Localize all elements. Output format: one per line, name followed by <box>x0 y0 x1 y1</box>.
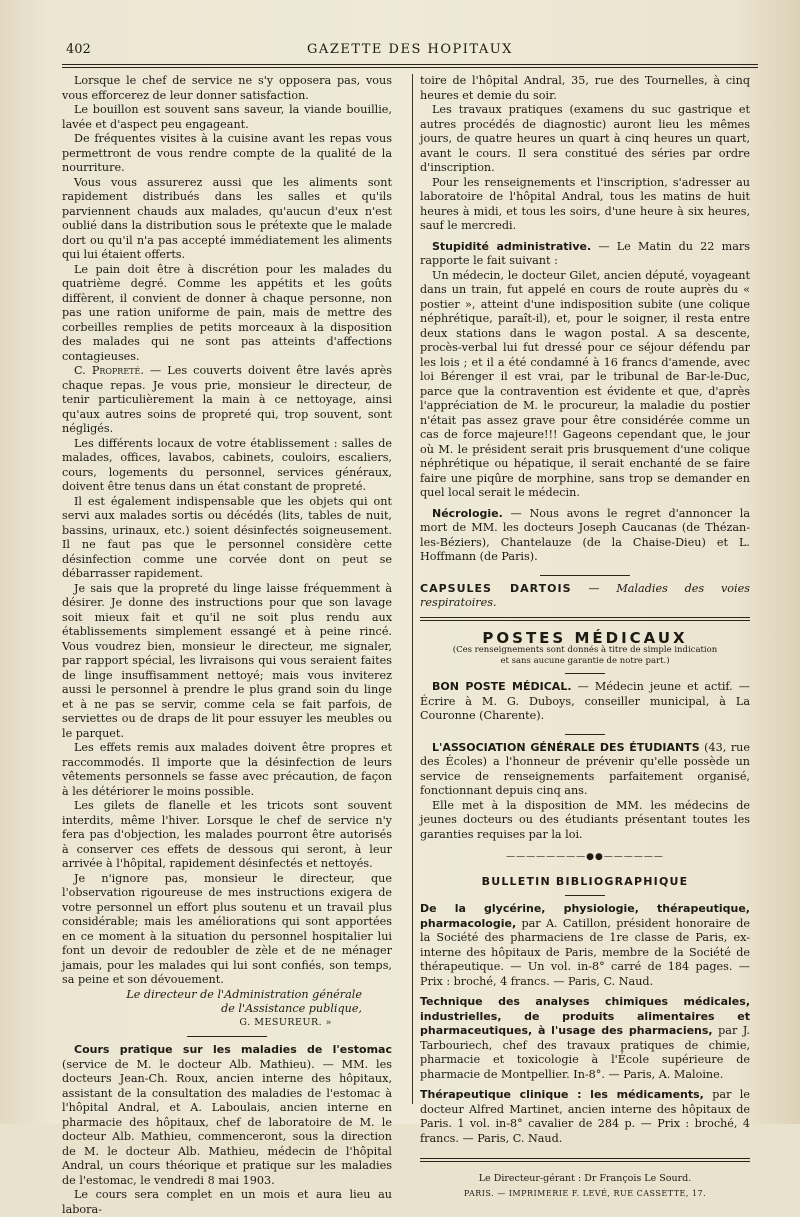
separator-rule <box>540 575 630 576</box>
paragraph: Le cours sera complet en un mois et aura lieu au labora- <box>62 1188 392 1216</box>
signature-name: G. MESUREUR. » <box>239 1016 332 1028</box>
news-heading: Cours pratique sur les maladies de l'estomac <box>74 1043 392 1056</box>
book-title: Technique des analyses chimiques médicales, industrielles, de produits alimentaires et pharmaceutiques, à l'usage des pharmaciens, <box>420 995 750 1037</box>
advert <box>420 582 750 611</box>
ornament-rule: ————————●●—————— <box>506 852 664 862</box>
news-body: — Le Matin du 22 mars rapporte le fait suivant : <box>420 239 750 267</box>
imprint-line: PARIS. — IMPRIMERIE F. LEVÉ, RUE CASSETTE, 17. <box>463 1188 707 1198</box>
paragraph: Les différents locaux de votre établissement : salles de malades, offices, lavabos, cabinets, couloirs, escaliers, cours, logements du personnel, services généraux, doivent être tenus dans un état constant de propreté. <box>62 436 392 493</box>
section-banner: POSTES MÉDICAUX <box>482 628 688 647</box>
right-column <box>420 74 750 1198</box>
paragraph: De fréquentes visites à la cuisine avant les repas vous permettront de vous rendre compte de la qualité de la nourriture. <box>62 132 392 174</box>
signature-block <box>62 988 392 1016</box>
section-note: (Ces renseignements sont donnés à titre de simple indication <box>452 645 718 655</box>
paragraph: Elle met à la disposition de MM. les médecins de jeunes docteurs ou des étudiants présentant toutes les garanties requises par la loi. <box>420 798 750 841</box>
left-column <box>62 74 392 1216</box>
bibliography-entry <box>420 995 750 1082</box>
header-rule-bottom <box>62 67 758 68</box>
signature-title-line: Le directeur de l'Administration générale <box>126 987 362 1001</box>
listing <box>420 680 750 724</box>
book-details: par J. Tarbouriech, chef des travaux pratiques de chimie, pharmacie et toxicologie à l'École supérieure de pharmacie de Montpellier. In-8°. — Paris, A. Maloine. <box>420 1024 750 1081</box>
book-details: par A. Catillon, président honoraire de la Société des pharmaciens de 1re classe de Paris, ex-interne des hôpitaux de Paris, membre de la Société de thérapeutique. — Un vol. in-8° carré de 184 pages. — Prix : broché, 4 francs. — Paris, C. Naud. <box>420 916 750 988</box>
paragraph: Je sais que la propreté du linge laisse fréquemment à désirer. Je donne des instructions pour que son lavage soit mieux fait et qu'il ne soit plus rendu aux établissements simplement essangé et à peine rincé. Vous voudrez bien, monsieur le directeur, me signaler, par rapport spécial, les livraisons qui vous seraient faites de linge insuffisamment nettoyé; mais vous inviterez aussi le personnel à prendre le plus grand soin du linge et à ne pas se servir, comme cela se fait parfois, de serviettes ou de draps de lit pour essuyer les meubles ou le parquet. <box>62 581 392 740</box>
bibliography-entry <box>420 902 750 989</box>
advert-body: — Maladies des voies respiratoires. <box>420 581 750 609</box>
signature-title-line: de l'Assistance publique, <box>221 1001 362 1015</box>
paragraph: Un médecin, le docteur Gilet, ancien député, voyageant dans un train, fut appelé en cours de route auprès du « postier », atteint d'une indisposition subite (une colique néphrétique, paraît-il), et, pour le soigner, il resta entre deux stations dans le wagon postal. A sa descente, procès-verbal lui fut dressé pour ce séjour défendu par les lois ; et il a été condamné à 16 francs d'amende, avec loi Bérenger il est vrai, par le tribunal de Bar-le-Duc, parce que la contravention est évidente et que, d'après l'appréciation de M. le procureur, la maladie du postier n'était pas assez grave pour être considérée comme un cas de force majeure!!! Gageons cependant que, le jour où M. le président serait pris brusquement d'une colique néphrétique ou hépatique, il serait enchanté de se faire faire une piqûre de morphine, sans trop se demander en quel local serait le médecin. <box>420 268 750 499</box>
paragraph: Le pain doit être à discrétion pour les malades du quatrième degré. Comme les appétits et les goûts diffèrent, il convient de donner à chaque personne, non pas une ration uniforme de pain, mais de mettre des corbeilles remplies de petits morceaux à la disposition des malades qui ne sont pas atteints d'affections contagieuses. <box>62 262 392 363</box>
news-body: — Nous avons le regret d'annoncer la mort de MM. les docteurs Joseph Caucanas (de Thézan-les-Béziers), Chantelauze (de la Chaise-Dieu) et L. Hoffmann (de Paris). <box>420 506 750 563</box>
book-title: De la glycérine, physiologie, thérapeutique, pharmacologie, <box>420 902 750 930</box>
page-header <box>60 40 760 62</box>
paragraph: Je n'ignore pas, monsieur le directeur, que l'observation rigoureuse de mes instructions exigera de votre personnel un effort plus soutenu et un travail plus considérable; mais les améliorations qui sont apportées en ce moment à la situation du personnel hospitalier lui font un devoir de redoubler de zèle et de ne ménager jamais, pour les malades qui lui sont confiés, son temps, sa peine et son dévouement. <box>62 871 392 986</box>
news-heading: Stupidité administrative. <box>432 239 592 253</box>
listing-heading: L'ASSOCIATION GÉNÉRALE DES ÉTUDIANTS <box>432 740 700 754</box>
section-note: et sans aucune garantie de notre part.) <box>500 656 670 666</box>
gerant-line: Le Directeur-gérant : Dr François Le Sourd. <box>478 1173 692 1184</box>
paragraph: Les effets remis aux malades doivent être propres et raccommodés. Il importe que la désinfection de leurs vêtements personnels se fasse avec précaution, de façon à les détériorer le moins possible. <box>62 741 392 798</box>
page-number: 402 <box>66 42 91 57</box>
paragraph-body: — Les couverts doivent être lavés après chaque repas. Je vous prie, monsieur le directeur, de tenir particulièrement la main à ce nettoyage, ainsi qu'aux autres soins de propreté qui, trop souvent, sont négligés. <box>62 364 392 435</box>
column-divider <box>412 74 413 1104</box>
separator-rule <box>565 673 605 674</box>
news-item <box>420 507 750 565</box>
paragraph <box>62 364 392 437</box>
double-rule <box>420 1158 750 1162</box>
paragraph: Vous vous assurerez aussi que les aliments sont rapidement distribués dans les salles et qu'ils parviennent chauds aux malades, qu'aucun d'eux n'est oublié dans la distribution sous le prétexte que le malade dort ou qu'il n'a pas accepté immédiatement les aliments qui lui étaient offerts. <box>62 175 392 261</box>
paragraph: toire de l'hôpital Andral, 35, rue des Tournelles, à cinq heures et demie du soir. <box>420 74 750 102</box>
book-title: Thérapeutique clinique : les médicaments, <box>420 1088 704 1101</box>
news-item <box>62 1043 392 1188</box>
header-rule-top <box>62 64 758 65</box>
listing-body: (43, rue des Écoles) a l'honneur de prévenir qu'elle possède un service de renseignements parfaitement organisé, fonctionnant depuis cinq ans. <box>420 740 750 797</box>
listing <box>420 741 750 799</box>
separator-rule <box>565 895 605 896</box>
paragraph: Lorsque le chef de service ne s'y opposera pas, vous vous efforcerez de leur donner satisfaction. <box>62 74 392 102</box>
paragraph: Les gilets de flanelle et les tricots sont souvent interdits, même l'hiver. Lorsque le chef de service n'y fera pas d'objection, les malades pourront être autorisés à conserver ces effets de dessous qui seront, à leur arrivée à l'hôpital, rapidement désinfectés et nettoyés. <box>62 799 392 870</box>
bibliography-entry <box>420 1088 750 1146</box>
news-heading: Nécrologie. <box>432 506 503 520</box>
listing-heading: BON POSTE MÉDICAL. <box>432 680 572 693</box>
section-title: BULLETIN BIBLIOGRAPHIQUE <box>481 874 689 888</box>
news-item <box>420 240 750 269</box>
listing-body: — Médecin jeune et actif. — Écrire à M. G. Duboys, conseiller municipal, à La Couronne (Charente). <box>420 680 750 722</box>
book-details: par le docteur Alfred Martinet, ancien interne des hôpitaux de Paris. 1 vol. in-8° cavalier de 284 p. — Prix : broché, 4 francs. — Paris, C. Naud. <box>420 1088 750 1145</box>
paragraph: Le bouillon est souvent sans saveur, la viande bouillie, lavée et d'aspect peu engageant. <box>62 103 392 131</box>
separator-rule <box>565 734 605 735</box>
separator-rule <box>187 1036 267 1037</box>
paragraph: Il est également indispensable que les objets qui ont servi aux malades sortis ou décédés (lits, tables de nuit, bassins, urinaux, etc.) soient désinfectés soigneusement. Il ne faut pas que le personnel considère cette désinfection comme une corvée dont on peut se débarrasser rapidement. <box>62 494 392 580</box>
advert-heading: CAPSULES DARTOIS <box>420 581 572 595</box>
section-label: C. Propreté. <box>74 364 144 377</box>
paragraph: Pour les renseignements et l'inscription, s'adresser au laboratoire de l'hôpital Andral, tous les matins de huit heures à midi, et tous les soirs, d'une heure à six heures, sauf le mercredi. <box>420 175 750 232</box>
running-title: GAZETTE DES HOPITAUX <box>307 42 513 57</box>
double-rule <box>420 617 750 621</box>
news-body: (service de M. le docteur Alb. Mathieu). — MM. les docteurs Jean-Ch. Roux, ancien interne des hôpitaux, assistant de la consultation des maladies de l'estomac à l'hôpital Andral, et A. Laboulais, ancien interne en pharmacie des hôpitaux, chef de laboratoire de M. le docteur Alb. Mathieu, commenceront, sous la direction de M. le docteur Alb. Mathieu, médecin de l'hôpital Andral, un cours théorique et pratique sur les maladies de l'estomac, le vendredi 8 mai 1903. <box>62 1057 392 1187</box>
paragraph: Les travaux pratiques (examens du suc gastrique et autres procédés de diagnostic) auront lieu les mêmes jours, de quatre heures un quart à cinq heures un quart, avant le cours. Il sera constitué des séries par ordre d'inscription. <box>420 103 750 174</box>
